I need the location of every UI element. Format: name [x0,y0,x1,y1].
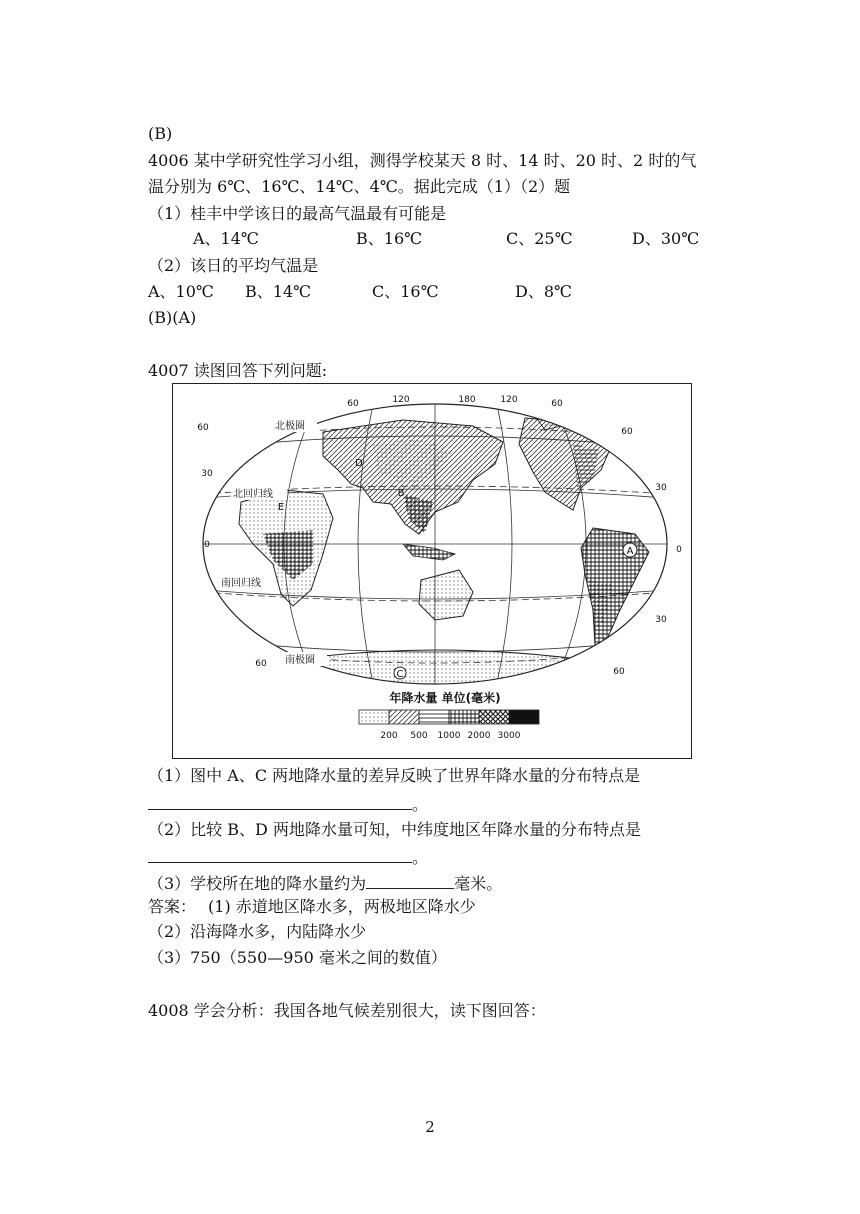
left-label-1: 60 [197,423,209,433]
tropic-cancer-label: 北回归线 [233,489,273,500]
legend-tick-1: 200 [380,731,398,741]
q4006-sub1: （1）桂丰中学该日的最高气温最有可能是 [148,204,447,223]
top-label-1: 60 [347,399,359,409]
legend-swatch-4 [449,710,479,724]
q4006-sub1-option-d: D、30℃ [632,229,700,248]
legend-tick-4: 2000 [467,731,491,741]
q4007-stem: 4007 读图回答下列问题: [148,361,328,380]
top-label-4: 120 [500,395,518,405]
bottom-left-label: 60 [255,659,267,669]
top-label-5: 60 [551,399,563,409]
sub1-blank[interactable] [148,793,412,810]
q4006-sub2-option-c: C、16℃ [372,282,439,301]
sub2-blank[interactable] [148,846,412,863]
answer-label: 答案： [148,897,197,916]
right-label-4: 30 [655,615,667,625]
right-label-2: 30 [655,483,667,493]
map-svg [173,384,691,758]
legend-tick-5: 3000 [497,731,521,741]
page-number: 2 [425,1118,435,1136]
right-label-3: 0 [676,545,682,555]
point-d-label: D [355,458,363,469]
sub1-end: 。 [412,795,429,814]
precipitation-legend [359,690,539,741]
q4007-sub3 [148,872,502,894]
point-a-label: A [626,546,634,557]
q4006-stem-line1: 4006 某中学研究性学习小组，测得学校某天 8 时、14 时、20 时、2 时的气 [148,151,697,170]
point-e-label: E [277,502,285,513]
q4006-sub1-option-b: B、16℃ [356,229,423,248]
q4007-sub2: （2）比较 B、D 两地降水量可知，中纬度地区年降水量的分布特点是 [148,820,641,839]
q4006-sub2: （2）该日的平均气温是 [148,256,319,275]
q4007-answer-2: （2）沿海降水多，内陆降水少 [148,922,367,941]
right-label-5: 60 [613,667,625,677]
left-label-3: 0 [204,540,210,550]
q4006-sub2-option-a: A、10℃ [148,282,214,301]
q4006-sub1-option-c: C、25℃ [506,229,573,248]
graticule [193,404,677,688]
q4007-answer-line1 [148,897,476,917]
legend-swatch-1 [359,710,389,724]
sub2-end: 。 [412,848,429,867]
left-label-2: 30 [201,469,213,479]
arctic-circle-label: 北极圈 [275,421,305,432]
antarctic-circle-label: 南极圈 [285,655,315,666]
q4007-sub1: （1）图中 A、C 两地降水量的差异反映了世界年降水量的分布特点是 [148,766,641,785]
right-label-1: 60 [621,427,633,437]
q4006-sub2-option-d: D、8℃ [515,282,572,301]
legend-tick-3: 1000 [437,731,461,741]
q4006-answer: (B)(A) [148,308,197,327]
answer-1: (1) 赤道地区降水多，两极地区降水少 [208,897,476,916]
point-b-label: B [397,488,405,499]
tropic-capricorn-label: 南回归线 [221,578,261,589]
sub3-suffix: 毫米。 [454,874,503,893]
sub3-blank[interactable] [366,872,454,889]
point-c-label: C [396,669,404,680]
q4006-stem-line2: 温分别为 6℃、16℃、14℃、4℃。据此完成（1）（2）题 [148,177,571,196]
world-precipitation-map [172,383,692,759]
legend-swatch-6 [509,710,539,724]
previous-answer: (B) [148,124,173,143]
q4006-sub2-option-b: B、14℃ [245,282,312,301]
legend-tick-2: 500 [410,731,428,741]
top-label-3: 180 [458,395,476,405]
q4008-stem: 4008 学会分析：我国各地气候差别很大，读下图回答： [148,1001,546,1020]
q4007-answer-3: （3）750（550—950 毫米之间的数值） [148,948,447,967]
q4007-sub1-answer-line [148,793,428,815]
legend-swatch-5 [479,710,509,724]
top-label-2: 120 [392,395,410,405]
legend-swatch-3 [419,710,449,724]
q4006-sub1-option-a: A、14℃ [193,229,259,248]
q4007-sub2-answer-line [148,846,428,868]
sub3-prefix: （3）学校所在地的降水量约为 [148,874,367,893]
legend-title: 年降水量 单位(毫米) [389,691,501,705]
legend-swatch-2 [389,710,419,724]
